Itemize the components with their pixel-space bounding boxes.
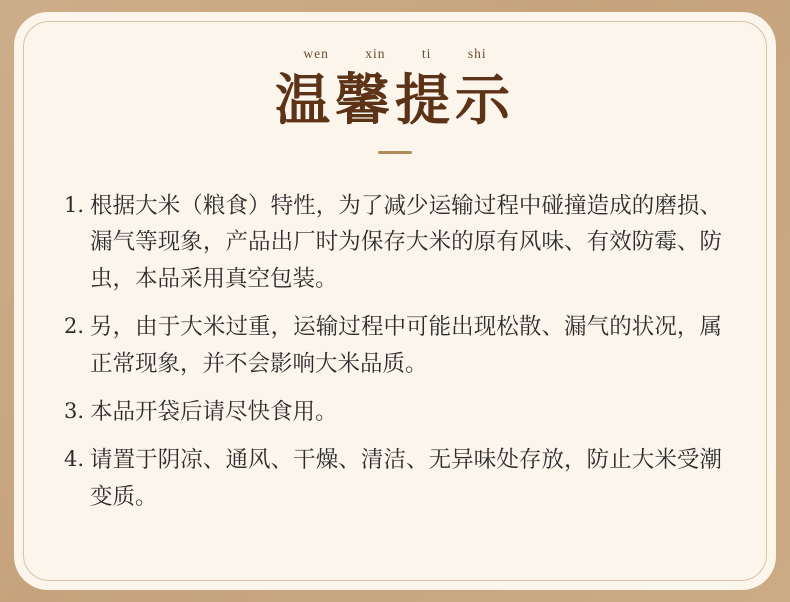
list-item-number: 1.	[64, 192, 85, 217]
list-item-text: 根据大米（粮食）特性，为了减少运输过程中碰撞造成的磨损、漏气等现象，产品出厂时为保存大米的原有风味、有效防霉、防虫，本品采用真空包装。	[90, 192, 722, 292]
list-item-text: 请置于阴凉、通风、干燥、清洁、无异味处存放，防止大米受潮变质。	[90, 447, 722, 510]
notice-panel	[14, 12, 776, 590]
list-item	[64, 188, 722, 297]
list-item-number: 4.	[64, 447, 85, 472]
pinyin-syllable-1: wen	[303, 46, 329, 61]
pinyin-syllable-3: ti	[421, 46, 432, 61]
notice-content	[14, 12, 776, 590]
pinyin-syllable-4: shi	[467, 46, 487, 61]
title-pinyin	[54, 46, 736, 62]
list-item-text: 另，由于大米过重，运输过程中可能出现松散、漏气的状况，属正常现象，并不会影响大米品质。	[90, 314, 722, 377]
list-item	[64, 442, 722, 515]
notice-list	[54, 188, 736, 516]
list-item-text: 本品开袋后请尽快食用。	[90, 398, 338, 425]
list-item	[64, 309, 722, 382]
page-title: 温馨提示	[274, 67, 515, 132]
list-item-number: 3.	[64, 398, 85, 423]
list-item	[64, 394, 722, 430]
list-item-number: 2.	[64, 314, 85, 339]
title-divider	[378, 151, 412, 154]
pinyin-syllable-2: xin	[365, 46, 386, 61]
